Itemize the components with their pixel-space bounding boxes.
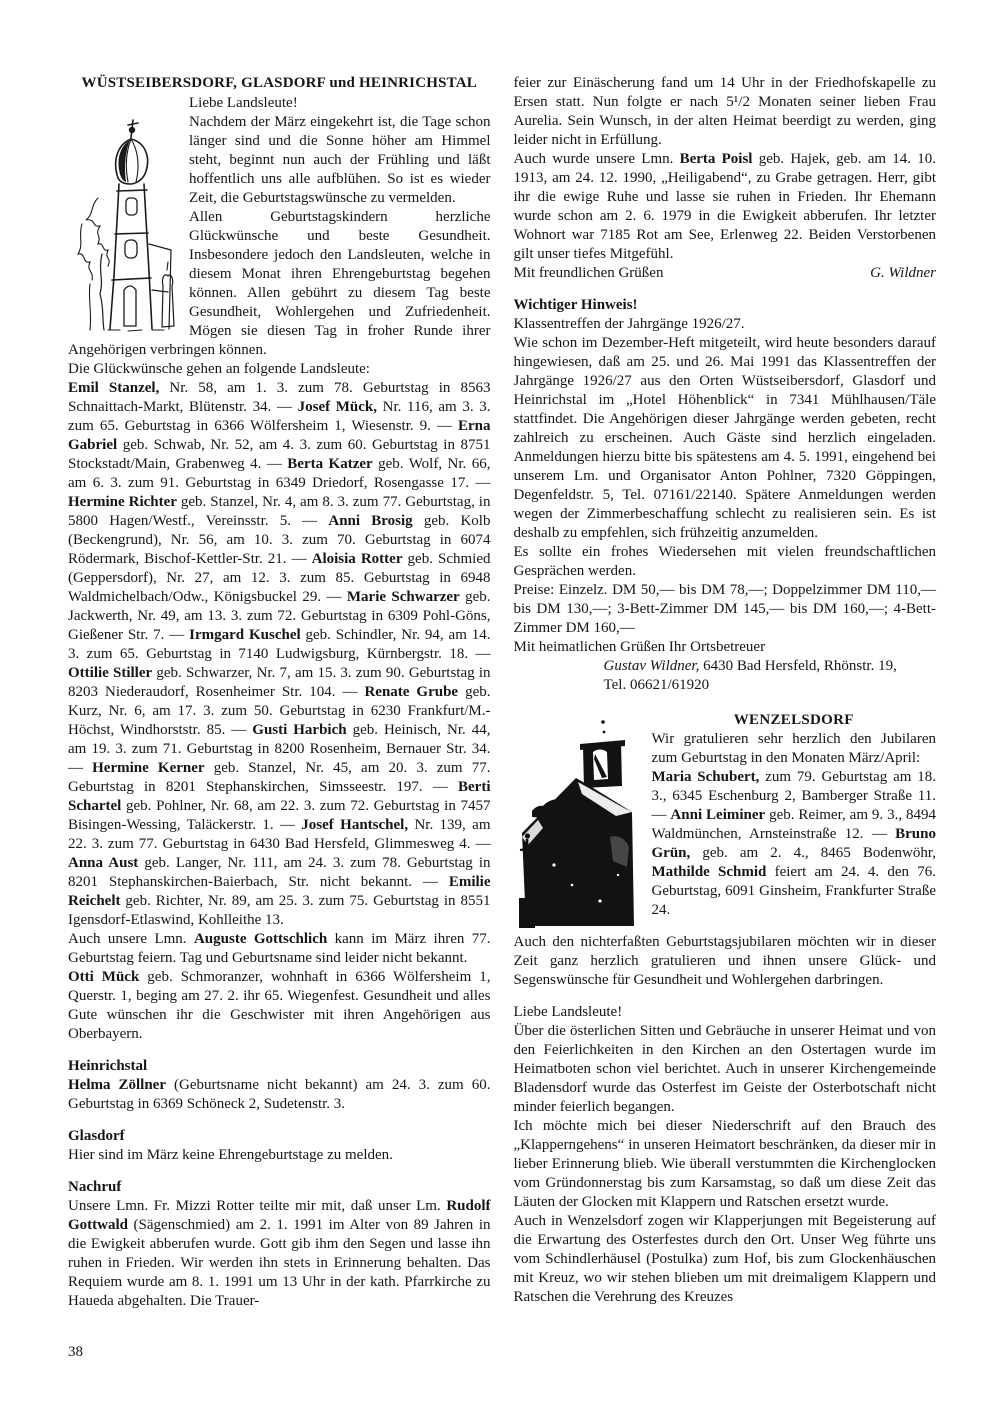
ostern-paragraph: Über die österlichen Sitten und Gebräuche in unserer Heimat und von den Feierlichkeiten in den Kirchen an den Ostertagen wurde im Heimatboten schon viel berichtet. Auch in unserer Kirchengemeinde Bladensdorf wurde das Osterfest im Geiste der Osterbotschaft nicht minder feierlich begangen. [513, 1023, 936, 1115]
contact-block [514, 657, 937, 695]
left-column [68, 74, 491, 1311]
lead-line: Die Glückwünsche gehen an folgende Landsleute: [68, 361, 370, 377]
klapperjungen-paragraph: Auch in Wenzelsdorf zogen wir Klapperjungen mit Begeisterung auf die Erwartung des Osterfestes durch den Ort. Unser Weg führte uns vom Schindlerhäusel (Postulka) zum Hof, bis zum Glockenhäuschen mit Kreuz, wo wir stehen blieben um mit dreimaligem Klappern und Ratschen die Verehrung des Kreuzes [513, 1213, 936, 1305]
poisl-paragraph: Auch wurde unsere Lmn. Berta Poisl geb. Hajek, geb. am 14. 10. 1913, am 24. 12. 1990, „Heiligabend“, zu Grabe getragen. Herr, gibt ihr die ewige Ruhe und lasse sie ruhen in Frieden. Ihr Ehemann wurde schon am 2. 6. 1979 in die Ewigkeit abberufen. Ihr letzter Wohnort war 7185 Rot am See, Erlenweg 22. Beiden Verstorbenen gilt unser tiefes Mitgefühl. [513, 151, 936, 262]
subheading-nachruf: Nachruf [68, 1179, 122, 1195]
nichterfasst-paragraph: Auch den nichterfaßten Geburtstagsjubilaren möchten wir in dieser Zeit ganz herzlich gratulieren und ihnen unsere Glück- und Segenswünsche für Gesundheit und Wohlergehen darbringen. [513, 934, 936, 988]
preise-paragraph: Preise: Einzelz. DM 50,— bis DM 78,—; Doppelzimmer DM 110,— bis DM 130,—; 3-Bett-Zimmer DM 145,— bis DM 160,—; 4-Bett-Zimmer DM 160,— [513, 582, 936, 636]
nachruf-paragraph: Unsere Lmn. Fr. Mizzi Rotter teilte mir mit, daß unser Lm. Rudolf Gottwald (Sägenschmied) am 2. 1. 1991 im Alter von 89 Jahren in die Ewigkeit abberufen wurde. Gott gib ihm den Segen und lasse ihn ruhen in Frieden. Wir werden ihn stets in Erinnerung behalten. Das Requiem wurde am 8. 1. 1991 um 13 Uhr in der kath. Pfarrkirche zu Haueda abgehalten. Die Trauer- [68, 1198, 491, 1309]
heinrichstal-paragraph: Helma Zöllner (Geburtsname nicht bekannt) am 24. 3. zum 60. Geburtstag in 6369 Schöneck 2, Sudetenstr. 3. [68, 1077, 491, 1112]
intro-paragraph: Allen Geburtstagskindern herzliche Glückwünsche und beste Gesundheit. Insbesondere jedoch den Landsleuten, welche in diesem Monat ihren Ehrengeburtstag begehen können. Allen gebührt zu diesem Tag beste Gesundheit, Wohlergehen und Zufriedenheit. Mögen sie diesen Tag in froher Runde ihrer Angehörigen verbringen können. [68, 209, 491, 358]
section-heading-wuestseibersdorf: WÜSTSEIBERSDORF, GLASDORF und HEINRICHSTAL [81, 75, 477, 91]
signoff-signature: G. Wildner [870, 265, 936, 281]
gottschlich-paragraph: Auch unsere Lmn. Auguste Gottschlich kann im März ihren 77. Geburtstag feiern. Tag und Geburtsname sind leider nicht bekannt. [68, 931, 491, 966]
page-number: 38 [68, 1344, 83, 1360]
subheading-wichtiger-hinweis: Wichtiger Hinweis! [513, 297, 638, 313]
gruss-line: Mit heimatlichen Grüßen Ihr Ortsbetreuer [513, 639, 766, 655]
hinweis-paragraph: Wie schon im Dezember-Heft mitgeteilt, wird heute besonders darauf hingewiesen, daß am 25. und 26. Mai 1991 das Klassentreffen der Jahrgänge 1926/27 aus den Orten Wüstseibersdorf, Glasdorf und Heinrichstal im „Hotel Höhenblick“ in 7341 Mühlhausen/Täle stattfindet. Die Angehörigen dieser Jahrgänge werden gebeten, recht zahlreich zu erscheinen. Auch Gäste sind herzlich eingeladen. Anmeldungen hierzu bitte bis spätestens am 4. 5. 1991, eingehend bei unserem Lm. und Organisator Anton Pohlner, 7320 Göppingen, Degenfeldstr. 5, Tel. 07161/22140. Spätere Anmeldungen werden wegen der Zimmerbeschaffung schlecht zu realisieren sein. Es ist deshalb zu empfehlen, sich frühzeitig anzumelden. [513, 335, 936, 541]
wenzelsdorf-section [514, 711, 937, 933]
chapel-photo [514, 715, 640, 931]
wenzelsdorf-intro-paragraph: Wir gratulieren sehr herzlich den Jubilaren zum Geburtstag in den Monaten März/April: [651, 731, 936, 766]
intro-section [68, 94, 491, 360]
contact-line: Tel. 06621/61920 [603, 677, 710, 693]
section-heading-wenzelsdorf: WENZELSDORF [733, 712, 854, 728]
glasdorf-paragraph: Hier sind im März keine Ehrengeburtstage zu melden. [68, 1147, 393, 1163]
subheading-heinrichstal: Heinrichstal [68, 1058, 148, 1074]
subheading-glasdorf: Glasdorf [68, 1128, 125, 1144]
signoff-row [514, 264, 937, 283]
klassentreffen-line: Klassentreffen der Jahrgänge 1926/27. [513, 316, 745, 332]
signoff-greeting: Mit freundlichen Grüßen [513, 265, 664, 281]
right-column [514, 74, 937, 1311]
church-tower-sketch [68, 94, 180, 332]
wiedersehen-paragraph: Es sollte ein frohes Wiedersehen mit vielen freundschaftlichen Gesprächen werden. [513, 544, 936, 579]
contact-line: Gustav Wildner, 6430 Bad Hersfeld, Rhönstr. 19, [603, 658, 897, 674]
klappern-paragraph: Ich möchte mich bei dieser Niederschrift auf den Brauch des „Klapperngehens“ in unseren Heimatort beschränken, da dieser mir in lieber Erinnerung blieb. Wie überall verstummten die Kirchenglocken vom Gründonnerstag bis zum Karsamstag, so daß um diese Zeit das Läuten der Glocken mit Klappern und Ratschen ersetzt wurde. [513, 1118, 936, 1210]
birthday-list-paragraph: Emil Stanzel, Nr. 58, am 1. 3. zum 78. Geburtstag in 8563 Schnaittach-Markt, Blütenstr. 34. — Josef Mück, Nr. 116, am 3. 3. zum 65. Geburtstag in 6366 Wölfersheim 1, Wiesenstr. 9. — Erna Gabriel geb. Schwab, Nr. 52, am 4. 3. zum 60. Geburtstag in 8751 Stockstadt/Main, Grabenweg 4. — Berta Katzer geb. Wolf, Nr. 66, am 6. 3. zum 91. Geburtstag in 6349 Driedorf, Rosengasse 17. — Hermine Richter geb. Stanzel, Nr. 4, am 8. 3. zum 77. Geburtstag, in 5800 Hagen/Westf., Vereinsstr. 5. — Anni Brosig geb. Kolb (Beckengrund), Nr. 56, am 10. 3. zum 70. Geburtstag in 6074 Rödermark, Bischof-Kettler-Str. 21. — Aloisia Rotter geb. Schmied (Geppersdorf), Nr. 27, am 12. 3. zum 85. Geburtstag in 6948 Waldmichelbach/Odw., Königsbuckel 29. — Marie Schwarzer geb. Jackwerth, Nr. 49, am 13. 3. zum 72. Geburtstag in 6309 Pohl-Göns, Gießener Str. 7. — Irmgard Kuschel geb. Schindler, Nr. 94, am 14. 3. zum 65. Geburtstag in 7140 Ludwigsburg, Kürnbergstr. 18. — Ottilie Stiller geb. Schwarzer, Nr. 7, am 15. 3. zum 90. Geburtstag in 8203 Niederaudorf, Rosenheimer Str. 104. — Renate Grube geb. Kurz, Nr. 6, am 17. 3. zum 50. Geburtstag in 6230 Frankfurt/M.-Höchst, Windhorststr. 85. — Gusti Harbich geb. Heinisch, Nr. 44, am 19. 3. zum 71. Geburtstag in 8200 Rosenheim, Bernauer Str. 34. — Hermine Kerner geb. Stanzel, Nr. 45, am 20. 3. zum 77. Geburtstag in 8201 Stephanskirchen, Simsseestr. 197. — Berti Schartel geb. Pohlner, Nr. 68, am 22. 3. zum 72. Geburtstag in 7457 Bisingen-Wessing, Taläckerstr. 1. — Josef Hantschel, Nr. 139, am 22. 3. zum 77. Geburtstag in 6430 Bad Hersfeld, Glimmesweg 4. — Anna Aust geb. Langer, Nr. 111, am 24. 3. zum 78. Geburtstag in 8201 Stephanskirchen-Baierbach, Str. nicht bekannt. — Emilie Reichelt geb. Richter, Nr. 89, am 25. 3. zum 75. Geburtstag in 8551 Igensdorf-Etlaswind, Kohlleithe 13. [68, 380, 491, 928]
wenzelsdorf-jubilare-paragraph: Maria Schubert, zum 79. Geburtstag am 18. 3., 6345 Eschenburg 2, Bamberger Straße 11. — Anni Leiminer geb. Reimer, am 9. 3., 8494 Waldmünchen, Arnsteinstraße 12. — Bruno Grün, geb. am 2. 4., 8465 Bodenwöhr, Mathilde Schmid feiert am 24. 4. den 76. Geburtstag, 6091 Ginsheim, Frankfurter Straße 24. [651, 769, 936, 918]
salutation-line: Liebe Landsleute! [189, 95, 298, 111]
trauerfeier-paragraph: feier zur Einäscherung fand um 14 Uhr in der Friedhofskapelle zu Ersen statt. Nun folgte er nach 5¹/2 Monaten seiner lieben Frau Aurelia. Sein Wunsch, in der alten Heimat beerdigt zu werden, ging leider nicht in Erfüllung. [513, 75, 936, 148]
salutation-line: Liebe Landsleute! [513, 1004, 623, 1020]
intro-paragraph: Nachdem der März eingekehrt ist, die Tage schon länger sind und die Sonne höher am Himmel steht, beginnt nun auch der Frühling und läßt hoffentlich uns alle aufblühen. So ist es wieder Zeit, die Geburtstagswünsche zu vermelden. [189, 114, 491, 206]
otti-mueck-paragraph: Otti Mück geb. Schmoranzer, wohnhaft in 6366 Wölfersheim 1, Querstr. 1, beging am 27. 2. ihr 65. Wiegenfest. Gesundheit und alles Gute wünschen ihr die Geschwister mit ihren Angehörigen aus Oberbayern. [68, 969, 491, 1042]
